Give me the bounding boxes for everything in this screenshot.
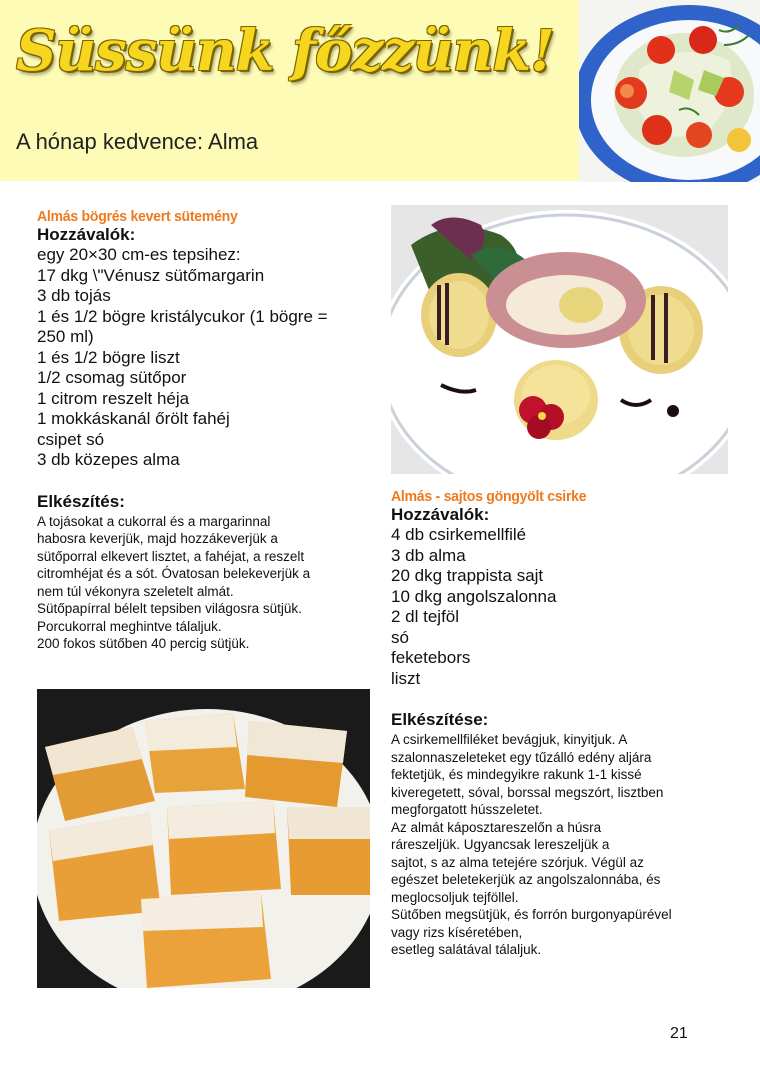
- preparation-heading: Elkészítés:: [37, 491, 125, 511]
- recipe-title: Almás - sajtos göngyölt csirke: [391, 488, 587, 505]
- page-subtitle: A hónap kedvence: Alma: [16, 129, 259, 154]
- preparation-line: Porcukorral meghintve tálaljuk.: [37, 618, 222, 634]
- preparation-text: [37, 513, 372, 653]
- ingredient-item: egy 20×30 cm-es tepsihez:: [37, 245, 241, 264]
- preparation-line: A tojásokat a cukorral és a margarinnal: [37, 513, 271, 529]
- ingredient-item: 1 citrom reszelt héja: [37, 388, 190, 408]
- ingredients-heading: Hozzávalók:: [391, 505, 490, 524]
- ingredient-item: 1 és 1/2 bögre kristálycukor (1 bögre =: [37, 306, 328, 326]
- ingredients-list: [37, 245, 372, 471]
- preparation-line: habosra keverjük, majd hozzákeverjük a: [37, 531, 278, 546]
- salad-photo: [579, 0, 760, 182]
- ingredient-item: 10 dkg angolszalonna: [391, 586, 557, 606]
- preparation-line: esetleg salátával tálaljuk.: [391, 942, 542, 957]
- recipe-title: Almás bögrés kevert sütemény: [37, 208, 238, 225]
- apple-cake-photo: [37, 689, 370, 988]
- preparation-line: sajtot, s az alma tetejére szórjuk. Végül az: [391, 854, 644, 870]
- preparation-line: sütőporral elkevert lisztet, a fahéjat, a reszelt: [37, 548, 305, 564]
- ingredients-heading: Hozzávalók:: [37, 225, 136, 244]
- ingredient-item: 20 dkg trappista sajt: [391, 566, 544, 585]
- magazine-masthead: Süssünk főzzünk!: [16, 18, 554, 84]
- preparation-line: Sütőben megsütjük, és forrón burgonyapürével: [391, 907, 672, 922]
- preparation-line: meglocsoljuk tejföllel.: [391, 889, 519, 905]
- chicken-roll-photo: [391, 205, 728, 474]
- preparation-line: megforgatott hússzeletet.: [391, 802, 543, 817]
- ingredient-item: 3 db alma: [391, 545, 466, 565]
- preparation-heading: Elkészítése:: [391, 710, 489, 729]
- page-number: 21: [670, 1025, 688, 1042]
- ingredient-item: 1/2 csomag sütőpor: [37, 368, 187, 387]
- preparation-line: vagy rizs kíséretében,: [391, 924, 523, 940]
- preparation-line: Sütőpapírral bélelt tepsiben világosra sütjük.: [37, 601, 302, 616]
- preparation-line: ráreszeljük. Ugyancsak lereszeljük a: [391, 837, 610, 852]
- ingredient-item: csipet só: [37, 429, 105, 449]
- preparation-line: egészet beletekerjük az angolszalonnába, és: [391, 872, 661, 887]
- ingredient-item: 1 és 1/2 bögre liszt: [37, 347, 180, 367]
- ingredient-item: 2 dl tejföl: [391, 607, 460, 626]
- ingredient-item: só: [391, 627, 409, 647]
- ingredient-item: 3 db tojás: [37, 286, 111, 305]
- recipe-apple-cheese-chicken: [391, 488, 736, 959]
- preparation-line: fektetjük, és mindegyikre rakunk 1-1 kissé: [391, 767, 642, 782]
- preparation-line: nem túl vékonyra szeletelt almát.: [37, 583, 234, 599]
- ingredient-item: 17 dkg \"Vénusz sütőmargarin: [37, 265, 265, 285]
- preparation-line: A csirkemellfiléket bevágjuk, kinyitjuk. A: [391, 732, 628, 747]
- preparation-line: 200 fokos sütőben 40 percig sütjük.: [37, 636, 250, 651]
- ingredient-item: 4 db csirkemellfilé: [391, 525, 527, 544]
- ingredient-item: feketebors: [391, 648, 471, 667]
- preparation-text: [391, 731, 736, 959]
- ingredient-item: liszt: [391, 668, 421, 688]
- ingredients-list: [391, 525, 736, 689]
- preparation-line: citromhéjat és a sót. Óvatosan belekeverjük a: [37, 566, 311, 581]
- recipe-apple-cake: [37, 208, 372, 653]
- ingredient-item: 3 db közepes alma: [37, 450, 180, 469]
- preparation-line: szalonnaszeleteket egy tűzálló edény aljára: [391, 749, 652, 765]
- header-band: [0, 0, 579, 181]
- ingredient-item: 250 ml): [37, 327, 94, 346]
- preparation-line: Az almát káposztareszelőn a húsra: [391, 819, 602, 835]
- ingredient-item: 1 mokkáskanál őrölt fahéj: [37, 409, 230, 428]
- preparation-line: kiveregetett, sóval, borssal megszórt, lisztben: [391, 784, 664, 800]
